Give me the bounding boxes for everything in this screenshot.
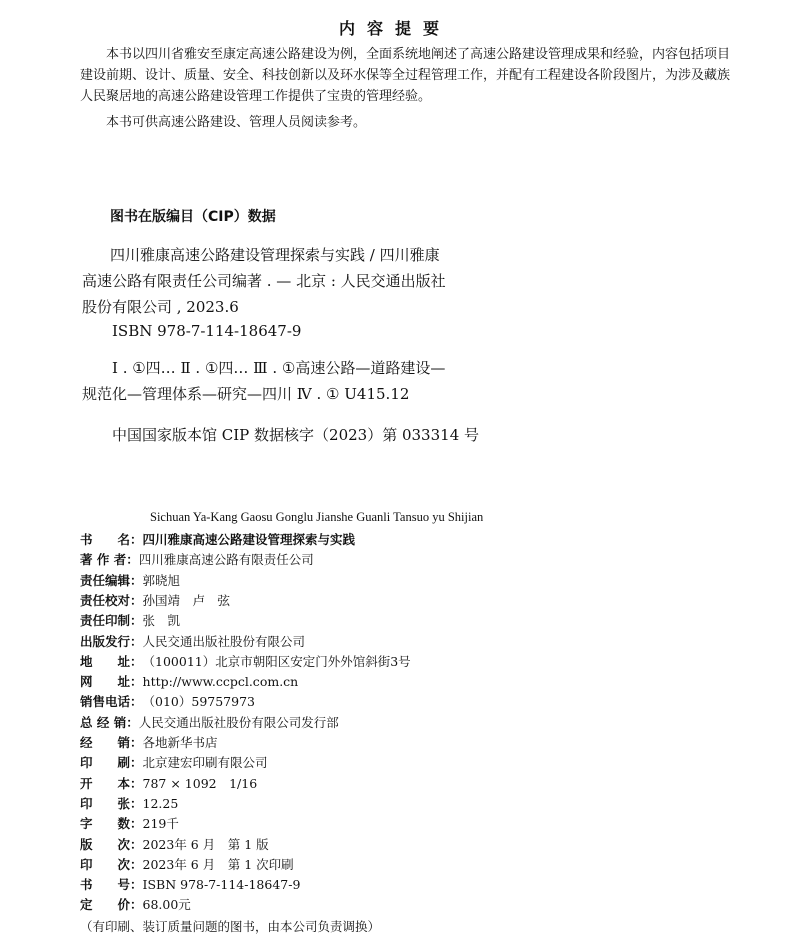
colophon-value: ISBN 978-7-114-18647-9 xyxy=(142,877,301,893)
colophon-value: 12.25 xyxy=(142,795,179,811)
colophon-row xyxy=(80,855,294,875)
colophon-row xyxy=(80,895,191,915)
colophon-value: 人民交通出版社股份有限公司发行部 xyxy=(138,714,339,730)
colophon-label: 出版发行： xyxy=(80,633,143,649)
colophon-value: 北京建宏印刷有限公司 xyxy=(142,755,268,771)
colophon-label: 印 张： xyxy=(80,795,143,811)
colophon-label: 印 次： xyxy=(80,856,143,872)
colophon-label: 网 址： xyxy=(80,674,143,690)
colophon-row xyxy=(80,774,257,794)
colophon-label: 经 销： xyxy=(80,735,143,750)
colophon-label: 责任编辑： xyxy=(80,572,143,588)
colophon-value: 68.00元 xyxy=(142,897,191,913)
colophon-value: 孙国靖 卢 弦 xyxy=(142,592,231,608)
colophon-label: 地 址： xyxy=(80,653,143,669)
colophon-value: （010）59757973 xyxy=(142,694,255,710)
colophon-label: 责任印制： xyxy=(80,613,143,629)
colophon-label: 印 刷： xyxy=(80,755,143,771)
colophon-value: 219千 xyxy=(142,816,179,832)
summary-title: 内容提要 xyxy=(338,19,451,38)
cip-isbn-line: ISBN 978-7-114-18647-9 xyxy=(112,322,302,340)
colophon-value: 郭晓旭 xyxy=(142,572,181,588)
colophon-row xyxy=(80,875,300,895)
colophon-value: 2023年 6 月 第 1 次印刷 xyxy=(142,856,294,872)
colophon-row xyxy=(80,550,314,570)
colophon-label: 书 名： xyxy=(80,532,143,547)
colophon-row xyxy=(80,652,411,672)
cip-heading: 图书在版编目（CIP）数据 xyxy=(110,209,276,225)
colophon-row xyxy=(80,611,180,631)
colophon-row xyxy=(80,632,305,652)
colophon-value: 各地新华书店 xyxy=(142,735,218,750)
colophon-row xyxy=(80,530,355,550)
colophon-row xyxy=(80,672,298,692)
colophon-label: 定 价： xyxy=(80,897,143,913)
colophon-value: 787 × 1092 1/16 xyxy=(142,775,258,791)
cip-record-line-1: 四川雅康高速公路建设管理探索与实践 / 四川雅康 xyxy=(110,246,440,264)
colophon-value: http://www.ccpcl.com.cn xyxy=(142,674,299,690)
cip-approval-number: 中国国家版本馆 CIP 数据核字（2023）第 033314 号 xyxy=(112,426,480,444)
summary-paragraph-1: 本书以四川省雅安至康定高速公路建设为例，全面系统地阐述了高速公路建设管理成果和经验，内容包括项目建设前期、设计、质量、安全、科技创新以及环水保等全过程管理工作，并配有工程建设各阶段图片，为涉及藏族人民聚居地的高速公路建设管理工作提供了宝贵的管理经验。 xyxy=(80,47,731,104)
colophon-value: 人民交通出版社股份有限公司 xyxy=(142,633,306,649)
colophon-value: 四川雅康高速公路建设管理探索与实践 xyxy=(142,532,356,547)
colophon-row xyxy=(80,733,218,753)
quality-note: （有印刷、装订质量问题的图书，由本公司负责调换） xyxy=(80,919,381,934)
colophon-value: 张 凯 xyxy=(142,613,181,629)
colophon-label: 字 数： xyxy=(80,816,143,832)
cip-record-line-3: 股份有限公司 , 2023.6 xyxy=(82,298,239,316)
pinyin-title: Sichuan Ya-Kang Gaosu Gonglu Jianshe Guanli Tansuo yu Shijian xyxy=(150,510,484,524)
colophon-row xyxy=(80,591,230,611)
cip-classification-line-1: Ⅰ . ①四… Ⅱ . ①四… Ⅲ . ①高速公路—道路建设— xyxy=(112,359,446,377)
colophon-row xyxy=(80,692,255,712)
colophon-label: 责任校对： xyxy=(80,592,143,608)
colophon-value: 四川雅康高速公路有限责任公司 xyxy=(138,552,314,568)
colophon-label: 著 作 者： xyxy=(80,552,139,568)
colophon-label: 总 经 销： xyxy=(80,714,139,730)
colophon-label: 书 号： xyxy=(80,877,143,893)
colophon-label: 版 次： xyxy=(80,836,143,852)
colophon-row xyxy=(80,814,179,834)
summary-paragraph-2: 本书可供高速公路建设、管理人员阅读参考。 xyxy=(106,115,367,130)
cip-classification-line-2: 规范化—管理体系—研究—四川 Ⅳ . ① U415.12 xyxy=(82,385,410,403)
colophon-value: 2023年 6 月 第 1 版 xyxy=(142,836,269,852)
colophon-label: 开 本： xyxy=(80,775,143,791)
colophon-row xyxy=(80,753,268,773)
colophon-label: 销售电话： xyxy=(80,694,143,710)
colophon-row xyxy=(80,794,178,814)
colophon-value: （100011）北京市朝阳区安定门外外馆斜街3号 xyxy=(142,653,411,669)
colophon-row xyxy=(80,571,180,591)
colophon-row xyxy=(80,713,339,733)
colophon-row xyxy=(80,835,269,855)
cip-record-line-2: 高速公路有限责任公司编著 . — 北京 : 人民交通出版社 xyxy=(82,272,446,290)
